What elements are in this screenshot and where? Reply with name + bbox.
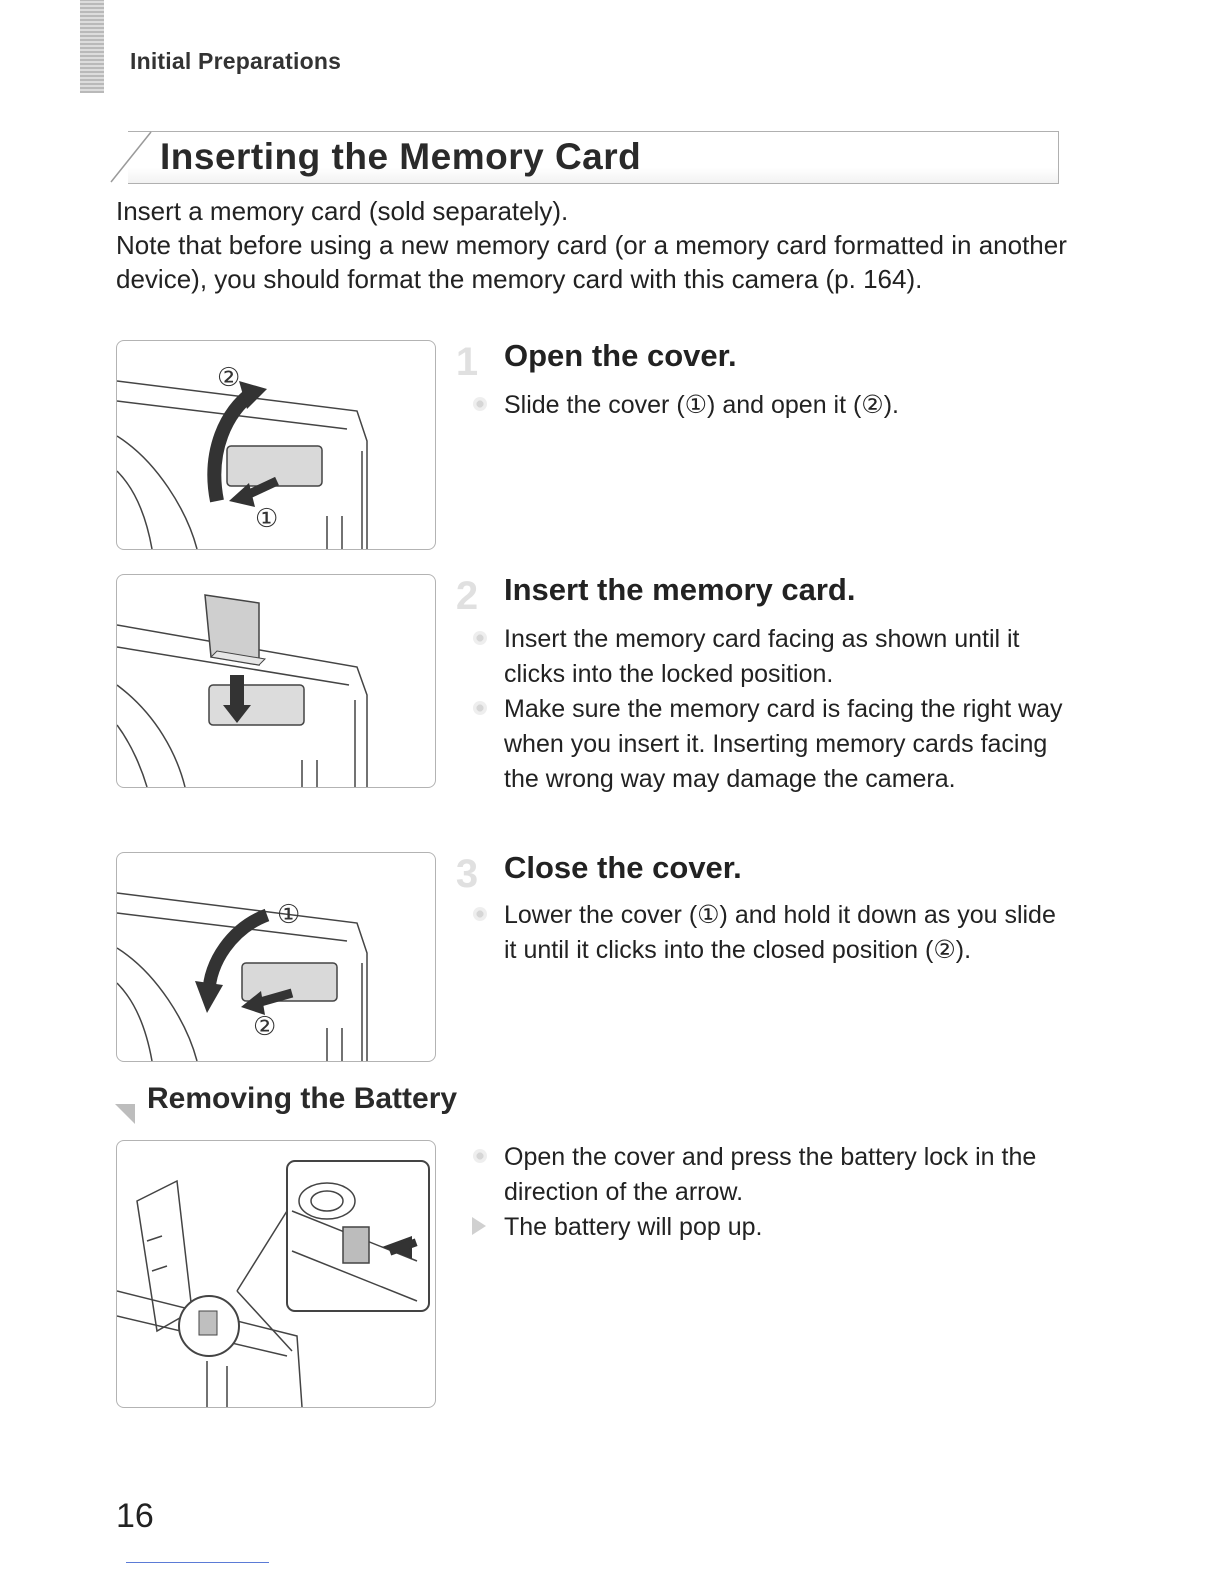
step-1-title: Open the cover. xyxy=(504,338,737,373)
step-2-number: 2 xyxy=(455,574,479,618)
label-two: ② xyxy=(217,363,241,393)
step-1-bullet-1 xyxy=(504,388,1064,423)
label-two: ② xyxy=(253,1012,277,1042)
step-3-title: Close the cover. xyxy=(504,850,742,885)
heading-slash-decoration xyxy=(109,130,153,184)
step-2-title: Insert the memory card. xyxy=(504,572,856,607)
bullet-dot-icon xyxy=(473,701,487,715)
step-3-number: 3 xyxy=(455,852,479,896)
camera-close-cover-drawing xyxy=(117,853,435,1061)
running-header: Initial Preparations xyxy=(130,48,342,74)
intro-line-1: Insert a memory card (sold separately). xyxy=(116,196,569,226)
step-2-bullet-2-text: Make sure the memory card is facing the right way when you insert it. Inserting memory cards facing the wrong way may damage the camera. xyxy=(504,695,1063,793)
intro-text xyxy=(116,194,1076,296)
header-tab-bar xyxy=(80,0,104,93)
removing-result xyxy=(504,1210,1064,1245)
page-number: 16 xyxy=(116,1497,154,1535)
step-2-bullets xyxy=(504,622,1064,797)
step-1-number: 1 xyxy=(455,340,479,384)
step-2-bullet-1 xyxy=(504,622,1064,692)
bullet-dot-icon xyxy=(473,1149,487,1163)
footer-rule xyxy=(126,1562,269,1563)
step-1-bullets xyxy=(504,388,1064,423)
bullet-dot-icon xyxy=(473,397,487,411)
illustration-insert-card xyxy=(116,574,436,788)
step-3-bullet-1-text: Lower the cover (①) and hold it down as you slide it until it clicks into the closed position (②). xyxy=(504,901,1056,964)
step-3-bullet-1 xyxy=(504,898,1064,968)
illustration-open-cover xyxy=(116,340,436,550)
camera-battery-lock-drawing xyxy=(117,1141,435,1407)
step-3-bullets xyxy=(504,898,1064,968)
removing-result-text: The battery will pop up. xyxy=(504,1213,763,1241)
section-title: Inserting the Memory Card xyxy=(160,136,642,177)
result-arrow-icon xyxy=(472,1217,486,1235)
removing-bullets xyxy=(504,1140,1064,1245)
camera-insert-card-drawing xyxy=(117,575,435,787)
bullet-dot-icon xyxy=(473,907,487,921)
illustration-remove-battery xyxy=(116,1140,436,1408)
removing-bullet-1-text: Open the cover and press the battery lock in the direction of the arrow. xyxy=(504,1143,1037,1206)
camera-open-cover-drawing xyxy=(117,341,435,549)
bullet-dot-icon xyxy=(473,631,487,645)
removing-bullet-1 xyxy=(504,1140,1064,1210)
step-1-bullet-1-text: Slide the cover (①) and open it (②). xyxy=(504,391,899,419)
illustration-close-cover xyxy=(116,852,436,1062)
removing-battery-heading: Removing the Battery xyxy=(147,1082,458,1115)
step-2-bullet-1-text: Insert the memory card facing as shown until it clicks into the locked position. xyxy=(504,625,1020,688)
label-one: ① xyxy=(277,900,301,930)
intro-line-2: Note that before using a new memory card (or a memory card formatted in another device), you should format the memory card with this camera (p. 164). xyxy=(116,230,1067,294)
step-2-bullet-2 xyxy=(504,692,1064,797)
subheading-corner-icon xyxy=(113,1102,137,1126)
label-one: ① xyxy=(255,504,279,534)
